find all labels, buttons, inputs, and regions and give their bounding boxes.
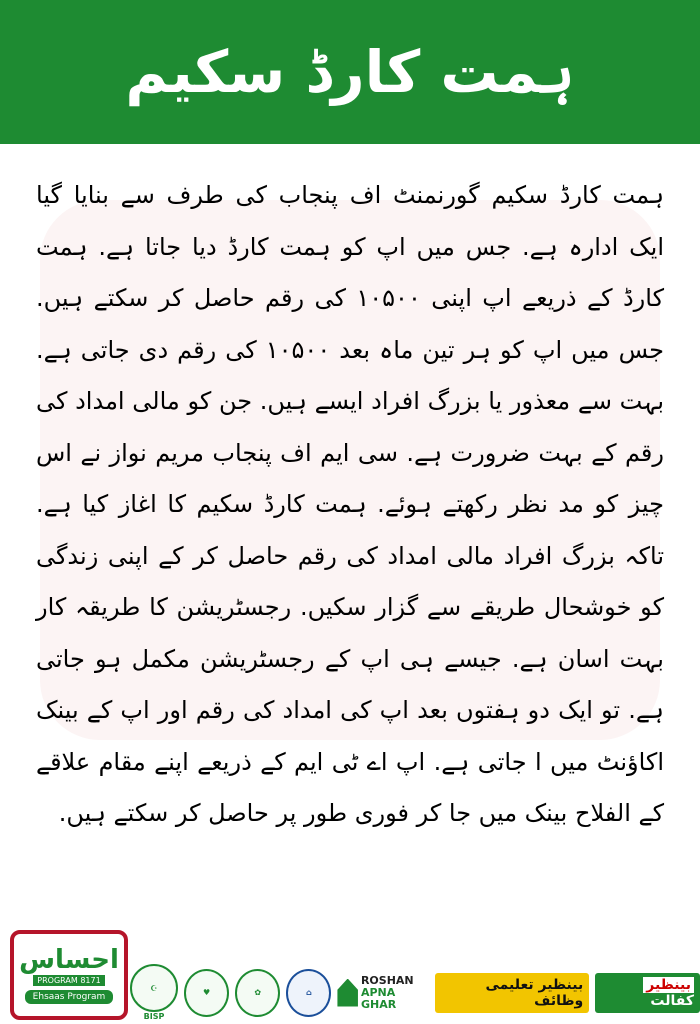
logo-urdu-text: احساس	[19, 945, 119, 975]
bisp-label: BISP	[143, 1012, 165, 1021]
roshan-apna-ghar-badge	[337, 975, 429, 1011]
house-icon	[337, 979, 358, 1007]
ehsaas-logo	[10, 930, 128, 1020]
bisp-emblem-icon: ☪	[130, 964, 178, 1012]
support-logo-icon: ✿	[235, 969, 280, 1017]
kafalat-badge	[595, 973, 700, 1013]
page-title: ہمت کارڈ سکیم	[125, 38, 575, 106]
roshan-label: ROSHAN	[360, 973, 414, 987]
logo-program-text: PROGRAM 8171	[33, 975, 104, 986]
footer	[0, 930, 700, 1024]
punjab-seal-icon: ⌂	[286, 969, 331, 1017]
apna-ghar-label: APNA GHAR	[360, 985, 397, 1011]
bisp-badge	[130, 964, 178, 1021]
footer-badges	[130, 965, 700, 1020]
family-logo-icon: ♥	[184, 969, 229, 1017]
taleemi-label: تعلیمی وظائف	[485, 976, 584, 1009]
article-paragraph: ہمت کارڈ سکیم گورنمنٹ اف پنجاب کی طرف سے بنایا گیا ایک ادارہ ہے. جس میں اپ کو ہمت کارڈ دیا جاتا ہے. ہمت کارڈ کے ذریعے اپ اپنی ۱۰۵۰۰ کی رقم حاصل کر سکتے ہیں. جس میں اپ کو ہر تین ماہ بعد ۱۰۵۰۰ کی رقم دی جاتی ہے. بہت سے معذور یا بزرگ افراد ایسے ہیں. جن کو مالی امداد کی رقم کے بہت ضرورت ہے. سی ایم اف پنجاب مریم نواز نے اس چیز کو مد نظر رکھتے ہوئے. ہمت کارڈ سکیم کا اغاز کیا ہے. تاکہ بزرگ افراد مالی امداد کی رقم حاصل کر کے اپنی زندگی کو خوشحال طریقے سے گزار سکیں. رجسٹریشن کا طریقہ کار بہت اسان ہے. جیسے ہی اپ کے رجسٹریشن مکمل ہو جاتی ہے. تو ایک دو ہفتوں بعد اپ کی امداد کی رقم اور اپ کے بینک اکاؤنٹ میں ا جاتی ہے. اپ اے ٹی ایم کے ذریعے اپنے مقام علاقے کے الفلاح بینک میں جا کر فوری طور پر حاصل کر سکتے ہیں.	[36, 181, 665, 827]
kafalat-label: کفالت	[650, 992, 694, 1009]
benazir-label-2: بینظیر	[643, 977, 694, 993]
header-banner	[0, 0, 700, 144]
logo-label: Ehsaas Program	[25, 990, 114, 1004]
taleemi-wazaif-badge	[435, 973, 589, 1013]
article-body	[36, 170, 664, 840]
benazir-label-1: بینظیر	[538, 976, 584, 993]
